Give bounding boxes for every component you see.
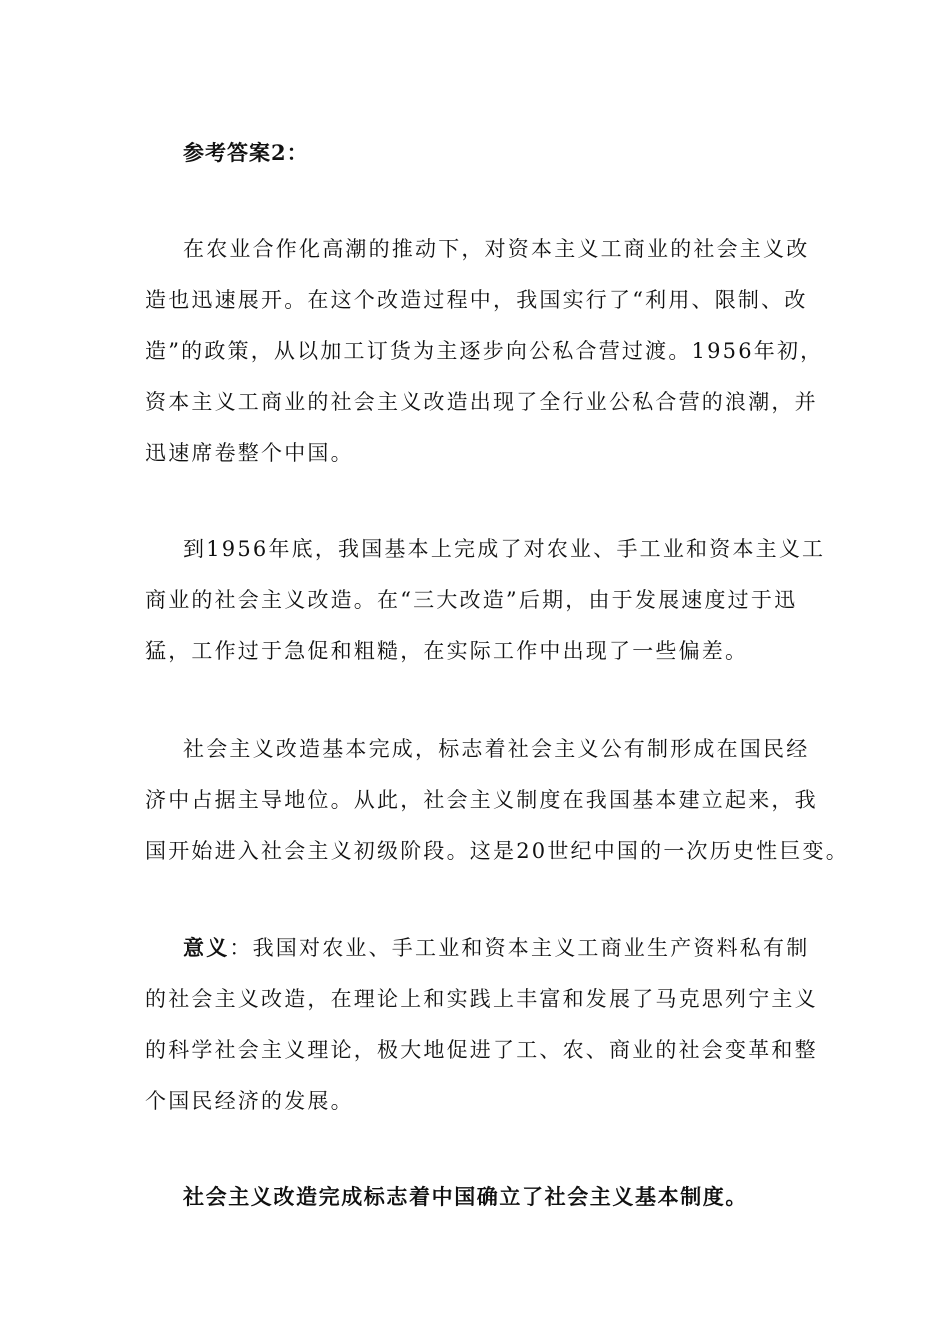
paragraph-completion-1956 [145,524,826,677]
paragraph-line: 的社会主义改造，在理论上和实践上丰富和发展了马克思列宁主义 [145,987,818,1011]
paragraph-line: 猛，工作过于急促和粗糙，在实际工作中出现了一些偏差。 [145,639,749,663]
paragraph-line: 迅速席卷整个中国。 [145,441,354,465]
conclusion-statement: 社会主义改造完成标志着中国确立了社会主义基本制度。 [183,1184,748,1209]
paragraph-line: 到1956年底，我国基本上完成了对农业、手工业和资本主义工 [183,537,826,561]
significance-label: 意义 [183,935,230,960]
answer-heading: 参考答案2： [183,140,309,165]
paragraph-line [145,922,813,974]
paragraph-line: 济中占据主导地位。从此，社会主义制度在我国基本建立起来，我 [145,788,818,812]
paragraph-line: 商业的社会主义改造。在“三大改造”后期，由于发展速度过于迅 [145,588,798,612]
paragraph-socialist-transformation-commerce [145,224,824,479]
paragraph-basic-completion [145,724,849,877]
significance-text: ：我国对农业、手工业和资本主义工商业生产资料私有制 [229,936,810,960]
paragraph-line: 社会主义改造基本完成，标志着社会主义公有制形成在国民经 [183,737,810,761]
paragraph-line: 国开始进入社会主义初级阶段。这是20世纪中国的一次历史性巨变。 [145,839,849,863]
paragraph-line: 的科学社会主义理论，极大地促进了工、农、商业的社会变革和整 [145,1038,818,1062]
paragraph-line: 造也迅速展开。在这个改造过程中，我国实行了“利用、限制、改 [145,288,808,312]
paragraph-significance [145,922,818,1127]
paragraph-line: 个国民经济的发展。 [145,1089,354,1113]
paragraph-line: 在农业合作化高潮的推动下，对资本主义工商业的社会主义改 [183,237,810,261]
paragraph-line: 造”的政策，从以加工订货为主逐步向公私合营过渡。1956年初， [145,339,824,363]
paragraph-line: 资本主义工商业的社会主义改造出现了全行业公私合营的浪潮，并 [145,390,818,414]
